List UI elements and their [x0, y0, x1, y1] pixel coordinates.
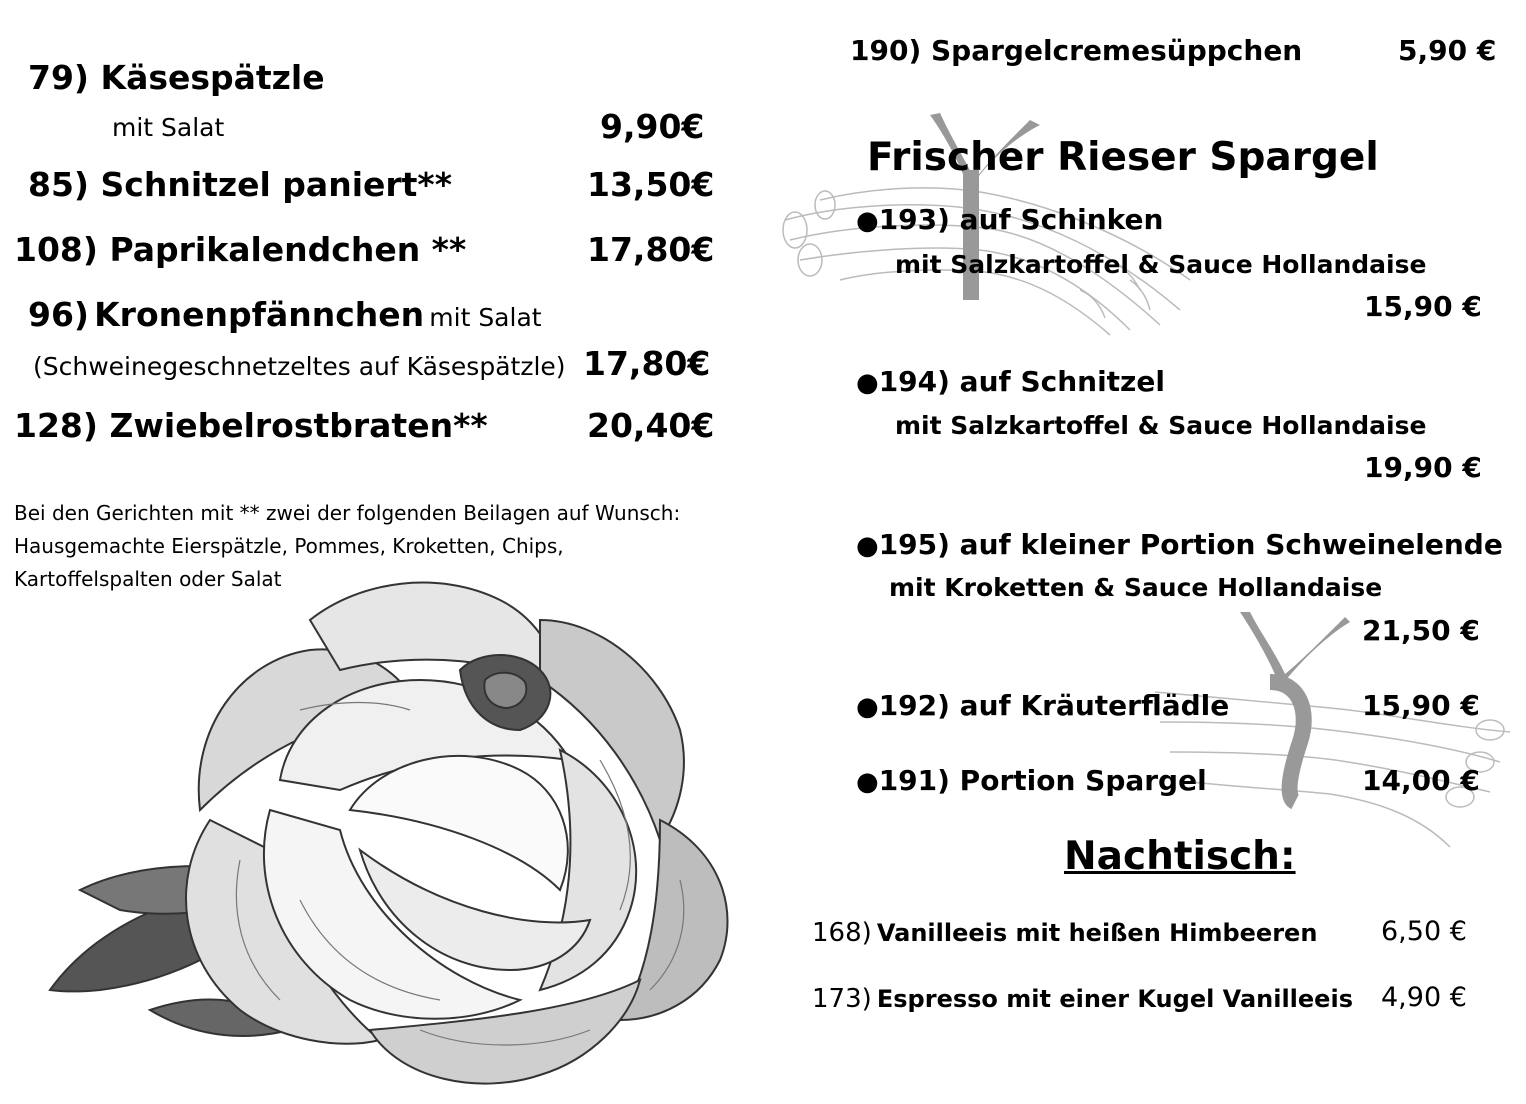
item-label: 193) auf Schinken [878, 203, 1164, 236]
item-subtitle: (Schweinegeschnetzeltes auf Käsespätzle) [33, 352, 566, 381]
soup-item: 190) Spargelcremesüppchen [850, 34, 1303, 67]
item-subtitle: mit Salat [112, 113, 225, 142]
menu-item-128 [14, 406, 488, 445]
item-number: 108) [14, 230, 98, 269]
item-price: 15,90 € [1364, 290, 1482, 323]
item-name: Schnitzel paniert** [100, 165, 452, 204]
menu-item-96 [28, 295, 542, 334]
asparagus-item-191 [856, 764, 1207, 797]
item-label: 191) Portion Spargel [878, 764, 1207, 797]
item-number: 168) [812, 918, 872, 948]
bullet-icon: ● [856, 767, 879, 797]
item-number: 173) [812, 984, 872, 1014]
item-price: 6,50 € [1381, 916, 1467, 947]
item-name: Käsespätzle [100, 58, 325, 97]
note-line: Kartoffelspalten oder Salat [14, 567, 282, 591]
side-dish-note [14, 497, 680, 596]
item-name: Kronenpfännchen [94, 295, 425, 334]
item-number: 96) [28, 295, 90, 334]
item-subtitle: mit Salzkartoffel & Sauce Hollandaise [895, 411, 1427, 440]
note-line: Bei den Gerichten mit ** zwei der folgenden Beilagen auf Wunsch: [14, 501, 681, 525]
item-name: Vanilleeis mit heißen Himbeeren [876, 919, 1318, 947]
item-price: 19,90 € [1364, 451, 1482, 484]
peony-flower-illustration [40, 560, 740, 1100]
section-title-dessert: Nachtisch: [1064, 834, 1296, 879]
item-subtitle: mit Kroketten & Sauce Hollandaise [889, 573, 1383, 602]
item-price: 15,90 € [1362, 689, 1480, 722]
item-number: 85) [28, 165, 90, 204]
soup-price: 5,90 € [1398, 34, 1497, 67]
note-line: Hausgemachte Eierspätzle, Pommes, Kroketten, Chips, [14, 534, 564, 558]
item-price: 9,90€ [600, 107, 705, 146]
asparagus-item-195 [856, 528, 1503, 561]
bullet-icon: ● [856, 368, 879, 398]
bullet-icon: ● [856, 206, 879, 236]
item-price: 21,50 € [1362, 614, 1480, 647]
dessert-item-168 [812, 918, 1317, 948]
item-subtitle: mit Salzkartoffel & Sauce Hollandaise [895, 250, 1427, 279]
item-number: 79) [28, 58, 90, 97]
item-price: 13,50€ [587, 165, 715, 204]
bullet-icon: ● [856, 531, 879, 561]
item-price: 4,90 € [1381, 982, 1467, 1013]
item-label: 195) auf kleiner Portion Schweinelende [878, 528, 1503, 561]
item-number: 128) [14, 406, 98, 445]
asparagus-item-194 [856, 365, 1165, 398]
asparagus-item-192 [856, 689, 1229, 722]
item-price: 17,80€ [587, 230, 715, 269]
asparagus-item-193 [856, 203, 1163, 236]
item-price: 20,40€ [587, 406, 715, 445]
asparagus-bundle-bottom-illustration [1150, 612, 1526, 862]
menu-item-79 [28, 58, 325, 97]
item-price: 17,80€ [583, 344, 711, 383]
item-name-extra: mit Salat [429, 303, 542, 332]
item-label: 194) auf Schnitzel [878, 365, 1165, 398]
menu-item-85 [28, 165, 452, 204]
item-name: Paprikalendchen ** [109, 230, 467, 269]
item-label: 192) auf Kräuterflädle [878, 689, 1230, 722]
bullet-icon: ● [856, 692, 879, 722]
menu-item-108 [14, 230, 466, 269]
item-name: Zwiebelrostbraten** [109, 406, 488, 445]
dessert-item-173 [812, 984, 1353, 1014]
item-name: Espresso mit einer Kugel Vanilleeis [876, 985, 1353, 1013]
item-price: 14,00 € [1362, 764, 1480, 797]
section-title-asparagus: Frischer Rieser Spargel [867, 135, 1379, 180]
